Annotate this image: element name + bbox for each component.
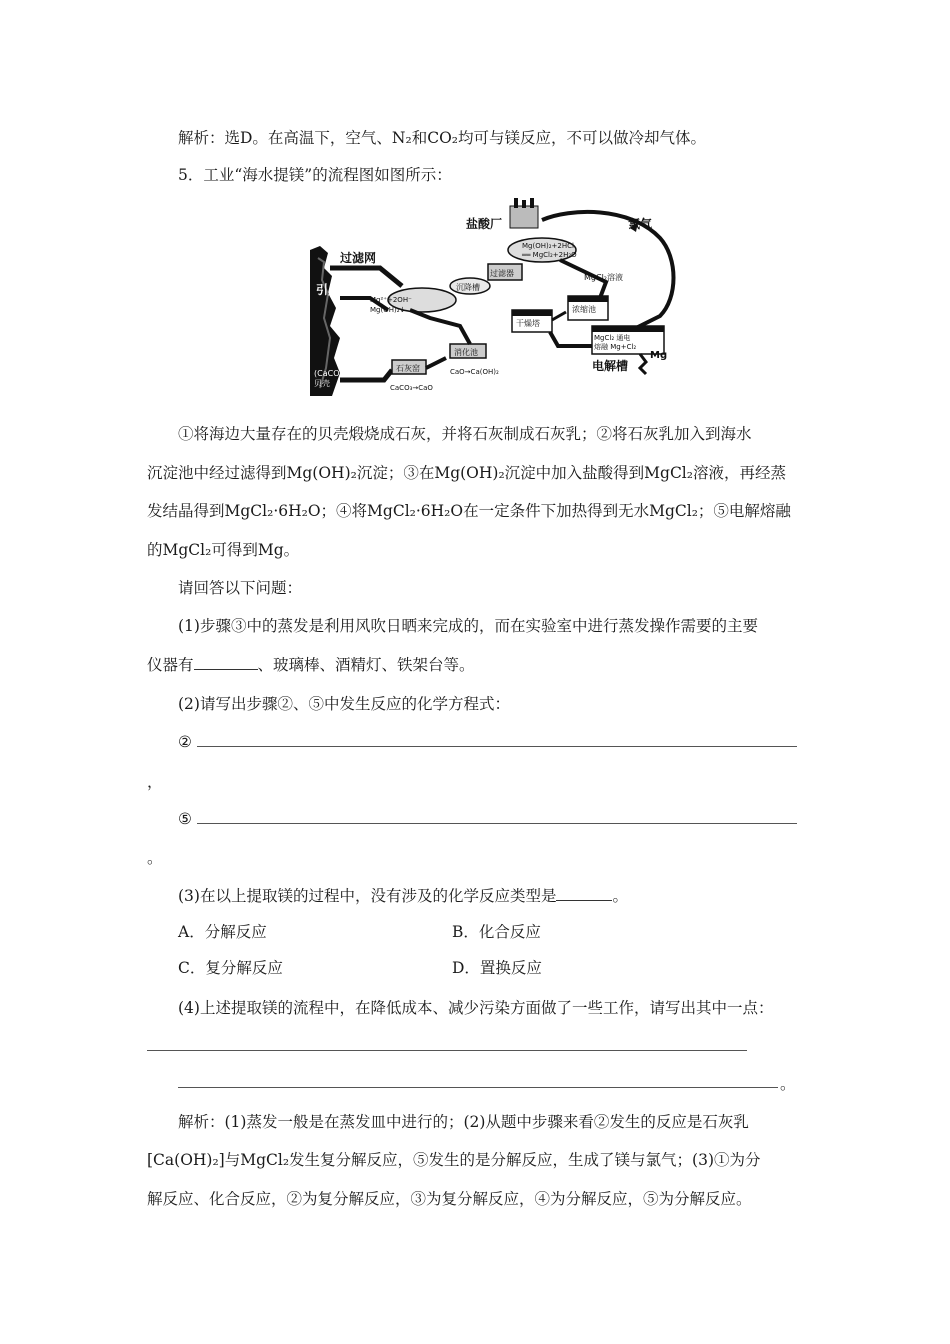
label-mg-out: Mg <box>650 350 668 361</box>
question-3-text: (3)在以上提取镁的过程中，没有涉及的化学反应类型是 <box>178 887 557 905</box>
label-shell: 贝壳 <box>314 379 330 388</box>
answer-line-step-5[interactable] <box>197 823 797 824</box>
option-b[interactable]: B．化合反应 <box>452 923 541 941</box>
label-chlorine: 氯气 <box>628 217 653 231</box>
question-1-line-2 <box>147 655 475 675</box>
label-eq-mg-oh2: Mg(OH)₂↓ <box>370 306 406 314</box>
question-title: 5．工业“海水提镁”的流程图如图所示： <box>178 166 452 184</box>
question-4: (4)上述提取镁的流程中，在降低成本、减少污染方面做了一些工作，请写出其中一点： <box>178 999 774 1017</box>
previous-analysis: 解析：选D。在高温下，空气、N₂和CO₂均可与镁反应，不可以做冷却气体。 <box>178 129 706 147</box>
steps-line-2: 沉淀池中经过滤得到Mg(OH)₂沉淀；③在Mg(OH)₂沉淀中加入盐酸得到MgCl₂溶液，再经蒸 <box>147 464 786 482</box>
label-eq-mg-oh: Mg²⁺+2OH⁻ <box>370 296 412 304</box>
q2-period: 。 <box>147 849 163 867</box>
answer-line-step-2[interactable] <box>197 746 797 747</box>
steps-line-3: 发结晶得到MgCl₂·6H₂O；④将MgCl₂·6H₂O在一定条件下加热得到无水MgCl₂；⑤电解熔融 <box>147 502 791 520</box>
label-eq-hcl-2: ══ MgCl₂+2H₂O <box>522 251 577 259</box>
question-3-blank[interactable] <box>556 886 612 901</box>
label-seawater: 引入海水 <box>316 283 365 297</box>
label-kiln-eq: CaCO₃→CaO <box>390 384 433 392</box>
analysis-line-1: 解析：(1)蒸发一般是在蒸发皿中进行的；(2)从题中步骤来看②发生的反应是石灰乳 <box>178 1113 749 1131</box>
analysis-line-2: [Ca(OH)₂]与MgCl₂发生复分解反应，⑤发生的是分解反应，生成了镁与氯气；(3)①为分 <box>147 1151 761 1169</box>
q2-mark-2: ② <box>178 733 192 751</box>
question-1-prefix: 仪器有 <box>147 656 194 674</box>
label-settling: 沉降槽 <box>456 283 480 292</box>
steps-line-1: ①将海边大量存在的贝壳煅烧成石灰，并将石灰制成石灰乳；②将石灰乳加入到海水 <box>178 425 752 443</box>
label-slaking: 消化池 <box>454 348 478 357</box>
q2-mark-5: ⑤ <box>178 810 192 828</box>
answer-line-q4-1[interactable] <box>147 1050 747 1051</box>
option-c[interactable]: C．复分解反应 <box>178 959 283 977</box>
answer-line-q4-2[interactable] <box>178 1087 778 1088</box>
analysis-line-3: 解反应、化合反应，②为复分解反应，③为复分解反应，④为分解反应，⑤为分解反应。 <box>147 1190 752 1208</box>
question-1-line-1: (1)步骤③中的蒸发是利用风吹日晒来完成的，而在实验室中进行蒸发操作需要的主要 <box>178 617 758 635</box>
label-electrolysis-eq-1: MgCl₂ 通电 <box>594 334 631 342</box>
steps-line-4: 的MgCl₂可得到Mg。 <box>147 541 300 559</box>
question-1-suffix: 、玻璃棒、酒精灯、铁架台等。 <box>257 656 475 674</box>
option-a[interactable]: A．分解反应 <box>178 923 267 941</box>
label-dry-tower: 干燥塔 <box>516 319 540 328</box>
question-2: (2)请写出步骤②、⑤中发生反应的化学方程式： <box>178 695 510 713</box>
shell-pipe <box>340 370 392 380</box>
q2-comma: ， <box>147 773 163 791</box>
label-caco3: (CaCO₃) <box>314 369 346 378</box>
label-electrolysis-eq-2: 熔融 Mg+Cl₂ <box>594 343 637 351</box>
question-3 <box>178 886 628 906</box>
option-d[interactable]: D．置换反应 <box>452 959 542 977</box>
label-hcl-plant: 盐酸厂 <box>466 217 503 231</box>
hcl-plant <box>510 206 538 228</box>
lime-milk-pipe <box>410 310 470 344</box>
label-filter-tank: 过滤器 <box>490 269 514 278</box>
label-concentrate: 浓缩池 <box>572 305 596 314</box>
question-3-period: 。 <box>612 887 628 905</box>
label-slaking-eq: CaO→Ca(OH)₂ <box>450 368 499 376</box>
label-lime-kiln: 石灰窑 <box>396 364 420 373</box>
label-electrolyzer: 电解槽 <box>592 359 629 373</box>
label-mgcl2-solution: MgCl₂溶液 <box>584 273 623 282</box>
label-eq-hcl-1: Mg(OH)₂+2HCl <box>522 242 574 250</box>
question-1-blank[interactable] <box>194 655 258 670</box>
flow-diagram <box>310 198 680 396</box>
q4-period: 。 <box>780 1075 796 1093</box>
label-filter-net: 过滤网 <box>340 251 377 265</box>
prompt: 请回答以下问题： <box>178 579 303 597</box>
